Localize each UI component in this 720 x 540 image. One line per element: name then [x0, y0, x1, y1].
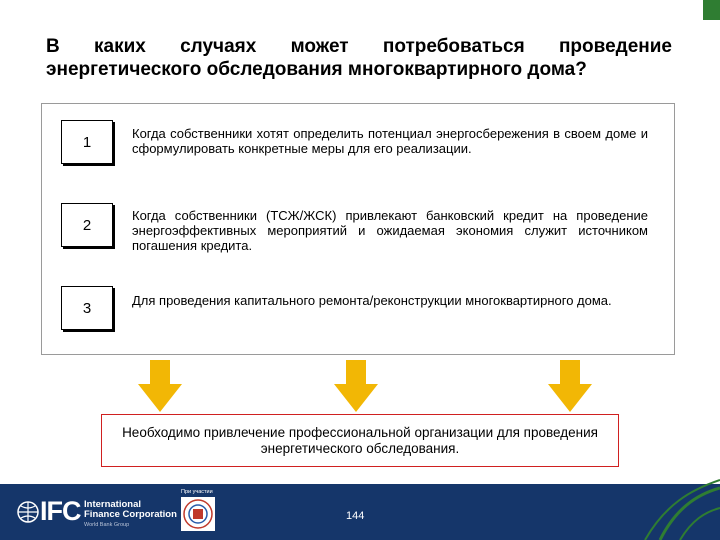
case-number-3: 3	[61, 286, 113, 330]
conclusion-box	[101, 414, 619, 467]
org-subtitle: World Bank Group	[84, 522, 130, 528]
slide-title-line-2: энергетического обследования многоквартирного дома?	[46, 59, 587, 80]
slide-title	[46, 35, 672, 81]
partner-label: При участии	[181, 489, 213, 495]
org-name-line-2: Finance Corporation	[84, 509, 177, 520]
case-text-2: Когда собственники (ТСЖ/ЖСК) привлекают банковский кредит на проведение энергоэффективных мероприятий и ожидаемая экономия служит источником погашения кредита.	[132, 208, 648, 253]
conclusion-text: Необходимо привлечение профессиональной организации для проведения энергетического обследования.	[122, 424, 598, 456]
page-number: 144	[346, 510, 365, 522]
partner-emblem-icon	[181, 497, 215, 531]
ifc-logo-text: IFC	[40, 496, 81, 526]
case-number-2: 2	[61, 203, 113, 247]
case-text-1: Когда собственники хотят определить потенциал энергосбережения в своем доме и сформулировать конкретные меры для его реализации.	[132, 126, 648, 156]
down-arrow-icon	[138, 360, 182, 412]
top-accent-bar	[703, 0, 720, 20]
down-arrow-icon	[334, 360, 378, 412]
swoosh-decoration-icon	[600, 440, 720, 540]
case-number-1: 1	[61, 120, 113, 164]
org-name-line-1: International	[84, 499, 142, 510]
org-name	[84, 500, 177, 520]
case-text-3: Для проведения капитального ремонта/реконструкции многоквартирного дома.	[132, 293, 612, 308]
slide-title-line-1: В каких случаях может потребоваться проведение	[46, 36, 672, 57]
top-bar	[0, 0, 720, 20]
ifc-globe-logo-icon	[17, 501, 39, 523]
down-arrow-icon	[548, 360, 592, 412]
